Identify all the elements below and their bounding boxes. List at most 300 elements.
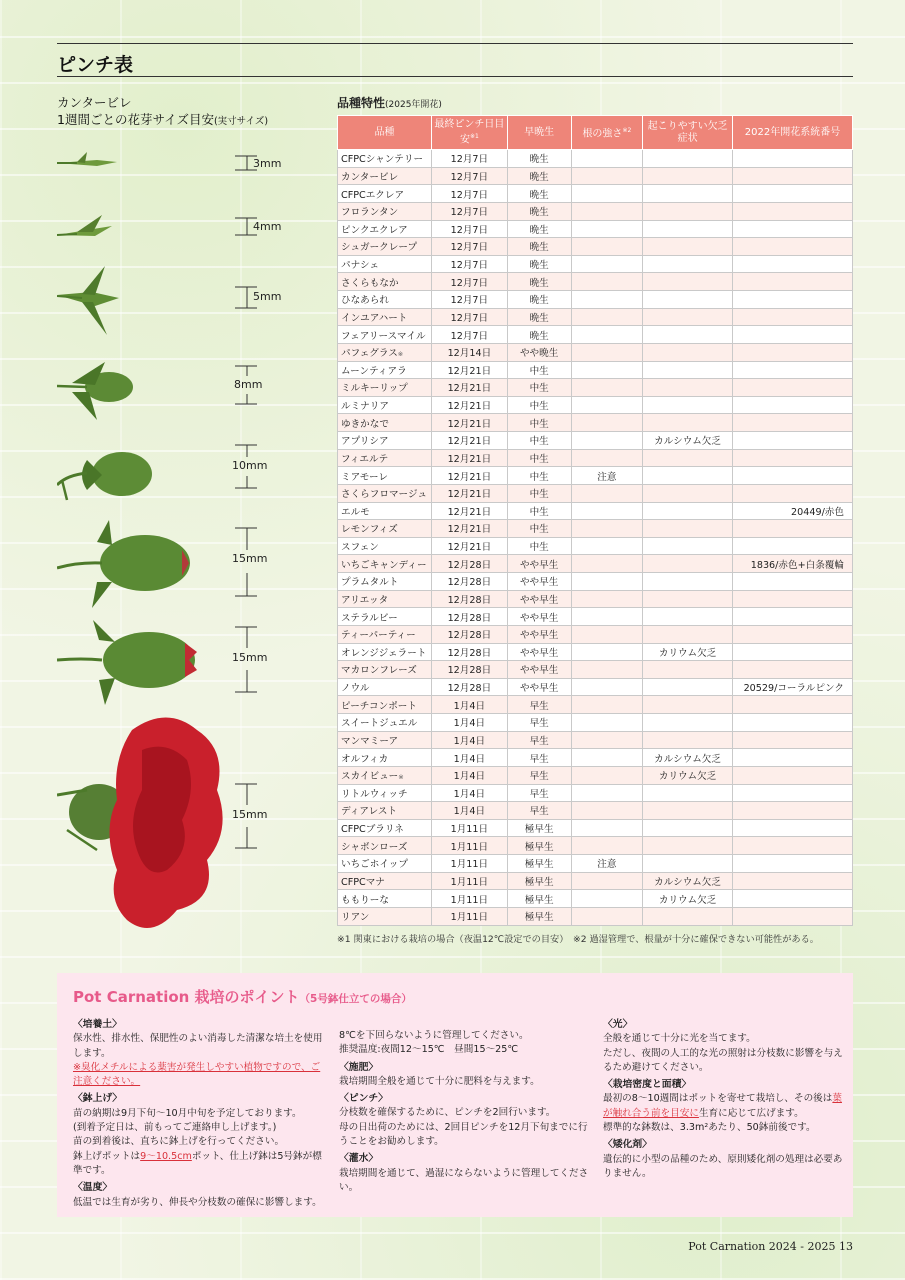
- line-code-cell: [733, 625, 853, 643]
- season-cell: [507, 855, 571, 873]
- pinch-date-cell: [431, 361, 507, 379]
- pinch-date-cell-text: 1月4日: [453, 788, 486, 800]
- variety-name-cell: [338, 555, 432, 573]
- table-row: [338, 379, 853, 397]
- pinch-date-cell: [431, 220, 507, 238]
- line-code-cell: [733, 449, 853, 467]
- deficiency-cell: [643, 255, 733, 273]
- root-strength-cell: [571, 502, 643, 520]
- size-guides: [235, 156, 257, 848]
- deficiency-cell-text: カルシウム欠乏: [654, 753, 721, 765]
- bud-size-label-6: 15mm: [232, 552, 268, 565]
- bud-size-title-text: 1週間ごとの花芽サイズ目安: [57, 112, 214, 127]
- pinch-date-cell-text: 12月28日: [447, 612, 492, 624]
- line-code-cell: [733, 326, 853, 344]
- variety-name-cell-text: フィエルテ: [341, 453, 389, 465]
- table-row: [338, 326, 853, 344]
- pinch-date-cell-text: 1月4日: [453, 735, 486, 747]
- pinch-date-cell-text: 12月21日: [447, 506, 492, 518]
- root-strength-cell: [571, 361, 643, 379]
- potting-text-1: 苗の納期は9月下旬～10月中旬を予定しております。: [73, 1107, 302, 1119]
- deficiency-cell: [643, 837, 733, 855]
- light-heading: 〈光〉: [603, 1019, 633, 1030]
- season-cell-text: 早生: [529, 806, 549, 818]
- table-row: [338, 167, 853, 185]
- variety-name-cell: [338, 238, 432, 256]
- col-header-root: [571, 116, 643, 150]
- pinch-date-cell: [431, 520, 507, 538]
- season-cell: [507, 291, 571, 309]
- potting-heading: 〈鉢上げ〉: [73, 1093, 123, 1105]
- points-column-2: [339, 1029, 589, 1195]
- line-code-cell-text: 20529/コーラルピンク: [743, 683, 844, 695]
- season-cell: [507, 766, 571, 784]
- variety-name-cell-text: ステラルビー: [341, 612, 398, 624]
- pinch-date-cell-text: 12月7日: [450, 295, 489, 307]
- pinch-date-cell: [431, 802, 507, 820]
- points-column-1: [73, 1015, 323, 1210]
- pinch-date-cell-text: 12月7日: [450, 224, 489, 236]
- cultivation-points-box: [57, 973, 853, 1217]
- season-cell-text: 晩生: [529, 154, 549, 166]
- table-row: [338, 907, 853, 925]
- root-strength-cell: [571, 238, 643, 256]
- pinch-date-cell-text: 12月7日: [450, 189, 489, 201]
- root-strength-cell-text: 注意: [597, 471, 617, 483]
- root-strength-cell: [571, 608, 643, 626]
- season-cell: [507, 837, 571, 855]
- pinch-date-cell-text: 12月28日: [447, 559, 492, 571]
- variety-name-cell-text: ももりーな: [341, 894, 389, 906]
- root-strength-cell: [571, 449, 643, 467]
- col-header-code: 2022年開花系統番号: [733, 116, 853, 150]
- pinch-date-cell-text: 12月21日: [447, 489, 492, 501]
- deficiency-cell: [643, 696, 733, 714]
- season-cell-text: 中生: [529, 436, 549, 448]
- density-text: [603, 1092, 843, 1121]
- variety-name-cell-text: CFPCシャンテリー: [341, 154, 424, 166]
- light-text-1: 全般を通じて十分に光を当てます。: [603, 1033, 756, 1045]
- variety-name-cell-text: いちごホイップ: [341, 859, 408, 871]
- pinch-date-cell: [431, 643, 507, 661]
- pinch-date-cell: [431, 907, 507, 925]
- line-code-cell: [733, 291, 853, 309]
- line-code-cell: [733, 643, 853, 661]
- season-cell: [507, 520, 571, 538]
- table-row: [338, 396, 853, 414]
- table-row: [338, 520, 853, 538]
- variety-name-cell: [338, 837, 432, 855]
- pinch-date-cell: [431, 449, 507, 467]
- pinch-date-cell-text: 12月21日: [447, 401, 492, 413]
- line-code-cell: [733, 837, 853, 855]
- season-cell: [507, 238, 571, 256]
- season-cell-text: 晩生: [529, 207, 549, 219]
- line-code-cell: [733, 502, 853, 520]
- pinch-date-cell-text: 12月21日: [447, 436, 492, 448]
- deficiency-cell: [643, 537, 733, 555]
- deficiency-cell: [643, 819, 733, 837]
- table-row: [338, 185, 853, 203]
- line-code-cell: [733, 890, 853, 908]
- variety-name-cell: [338, 643, 432, 661]
- pinch-date-cell-text: 12月14日: [447, 348, 492, 360]
- season-cell: [507, 150, 571, 168]
- col-header-pinch-date-text: 最終ピンチ日目安: [434, 118, 505, 146]
- deficiency-cell: [643, 731, 733, 749]
- pinch-date-cell: [431, 661, 507, 679]
- deficiency-cell: [643, 872, 733, 890]
- pinch-date-cell-text: 1月11日: [450, 912, 489, 924]
- bud-size-label-8: 15mm: [232, 808, 268, 821]
- table-row: [338, 625, 853, 643]
- deficiency-cell: [643, 855, 733, 873]
- deficiency-cell: [643, 432, 733, 450]
- season-cell: [507, 784, 571, 802]
- pinch-date-cell: [431, 502, 507, 520]
- potting-text-4a: 鉢上げポットは: [73, 1150, 141, 1162]
- pinch-heading: 〈ピンチ〉: [339, 1093, 388, 1105]
- bud-size-label-3: 5mm: [253, 290, 282, 303]
- line-code-cell: [733, 802, 853, 820]
- table-row: [338, 643, 853, 661]
- season-cell: [507, 890, 571, 908]
- pinch-date-cell-text: 12月21日: [447, 542, 492, 554]
- variety-name-cell: [338, 608, 432, 626]
- season-cell: [507, 167, 571, 185]
- bud-stage-3: [57, 266, 119, 335]
- deficiency-cell: [643, 573, 733, 591]
- deficiency-cell: [643, 291, 733, 309]
- table-row: [338, 255, 853, 273]
- pinch-date-cell: [431, 872, 507, 890]
- pinch-date-cell: [431, 855, 507, 873]
- variety-name-cell: [338, 890, 432, 908]
- pinch-date-cell-text: 12月21日: [447, 524, 492, 536]
- variety-name-cell-text: いちごキャンディー: [341, 559, 427, 571]
- pinch-date-cell: [431, 467, 507, 485]
- density-text-1: 最初の8～10週間はポットを寄せて栽培し、その後は: [603, 1093, 833, 1105]
- variety-name-cell: [338, 502, 432, 520]
- season-cell-text: 中生: [529, 365, 549, 377]
- table-row: [338, 273, 853, 291]
- bud-variety-name: カンタービレ: [57, 95, 132, 110]
- season-cell: [507, 661, 571, 679]
- line-code-cell: [733, 555, 853, 573]
- season-cell-text: 晩生: [529, 312, 549, 324]
- variety-name-cell-text: CFPCマナ: [341, 876, 385, 888]
- season-cell: [507, 502, 571, 520]
- pinch-date-cell-text: 12月7日: [450, 260, 489, 272]
- root-strength-cell: [571, 855, 643, 873]
- season-cell-text: 極早生: [524, 841, 554, 853]
- table-row: [338, 696, 853, 714]
- variety-name-cell: [338, 731, 432, 749]
- season-cell-text: 中生: [529, 542, 549, 554]
- variety-name-cell-text: ピーチコンポート: [341, 700, 417, 712]
- line-code-cell: [733, 343, 853, 361]
- temperature-heading: 〈温度〉: [73, 1182, 113, 1194]
- variety-name-cell-text: ムーンティアラ: [341, 365, 407, 377]
- deficiency-cell: [643, 273, 733, 291]
- season-cell-text: 極早生: [524, 894, 554, 906]
- variety-name-cell-text: ルミナリア: [341, 401, 389, 413]
- variety-name-cell: [338, 678, 432, 696]
- table-row: [338, 819, 853, 837]
- variety-traits-table: [337, 115, 853, 926]
- season-cell: [507, 467, 571, 485]
- table-row: [338, 150, 853, 168]
- variety-name-cell-text: さくらフロマージュ: [341, 489, 427, 501]
- variety-name-cell-text: マンマミーア: [341, 735, 399, 747]
- variety-name-cell-text: エルモ: [341, 506, 370, 518]
- table-row: [338, 784, 853, 802]
- variety-name-cell: [338, 784, 432, 802]
- season-cell: [507, 643, 571, 661]
- density-highlight: 葉が触れ合う前を目安に: [603, 1093, 842, 1119]
- pinch-date-cell-text: 12月7日: [450, 277, 489, 289]
- season-cell-text: やや早生: [519, 683, 559, 695]
- table-row: [338, 678, 853, 696]
- table-row: [338, 608, 853, 626]
- deficiency-cell: [643, 890, 733, 908]
- root-strength-cell: [571, 714, 643, 732]
- pinch-date-cell: [431, 167, 507, 185]
- variety-name-cell-text: ピンクエクレア: [341, 224, 408, 236]
- line-code-cell: [733, 167, 853, 185]
- deficiency-cell: [643, 467, 733, 485]
- pinch-date-cell: [431, 696, 507, 714]
- line-code-cell: [733, 396, 853, 414]
- season-cell: [507, 537, 571, 555]
- variety-name-cell-text: スイートジュエル: [341, 718, 418, 730]
- variety-name-cell: [338, 414, 432, 432]
- line-code-cell: [733, 379, 853, 397]
- table-row: [338, 449, 853, 467]
- pinch-date-cell-text: 12月7日: [450, 330, 489, 342]
- variety-name-cell-text: オレンジジェラート: [341, 647, 427, 659]
- root-strength-cell: [571, 678, 643, 696]
- line-code-cell: [733, 238, 853, 256]
- bud-stage-8-flower: [57, 718, 223, 929]
- line-code-cell: [733, 766, 853, 784]
- variety-name-cell: [338, 714, 432, 732]
- deficiency-cell: [643, 661, 733, 679]
- pinch-date-cell-text: 1月4日: [453, 806, 486, 818]
- density-text-4: 標準的な鉢数は、3.3m²あたり、50鉢前後です。: [603, 1122, 816, 1134]
- deficiency-cell-text: カリウム欠乏: [658, 894, 717, 906]
- traits-heading: [337, 94, 442, 111]
- season-cell-text: 中生: [529, 489, 549, 501]
- line-code-cell: [733, 484, 853, 502]
- pinch-date-cell: [431, 291, 507, 309]
- season-cell-text: 早生: [529, 788, 549, 800]
- table-row: [338, 749, 853, 767]
- root-strength-cell: [571, 326, 643, 344]
- root-strength-cell: [571, 291, 643, 309]
- season-cell-text: 早生: [529, 771, 549, 783]
- line-code-cell: [733, 255, 853, 273]
- root-strength-cell: [571, 167, 643, 185]
- line-code-cell: [733, 202, 853, 220]
- bud-size-label-1: 3mm: [253, 157, 282, 170]
- deficiency-cell-text: カリウム欠乏: [658, 771, 717, 783]
- root-strength-cell: [571, 802, 643, 820]
- variety-name-cell-text: ティーパーティー: [341, 630, 416, 642]
- line-code-cell: [733, 432, 853, 450]
- line-code-cell: [733, 467, 853, 485]
- season-cell: [507, 625, 571, 643]
- deficiency-cell: [643, 802, 733, 820]
- pinch-date-cell: [431, 608, 507, 626]
- root-strength-cell: [571, 696, 643, 714]
- variety-name-cell: [338, 696, 432, 714]
- density-heading: 〈栽培密度と面積〉: [603, 1079, 692, 1091]
- pinch-date-cell-text: 12月21日: [447, 418, 492, 430]
- root-strength-cell: [571, 731, 643, 749]
- season-cell-text: 晩生: [529, 330, 549, 342]
- line-code-cell: [733, 361, 853, 379]
- line-code-cell: [733, 872, 853, 890]
- season-cell-text: 中生: [529, 471, 549, 483]
- line-code-cell: [733, 696, 853, 714]
- variety-name-cell-text: リトルウィッチ: [341, 788, 408, 800]
- pinch-date-cell-text: 12月28日: [447, 683, 492, 695]
- season-cell: [507, 379, 571, 397]
- variety-mark: ※: [398, 773, 404, 782]
- light-text-2: ただし、夜間の人工的な光の照射は分枝数に影響を与えるため避けてください。: [603, 1047, 843, 1073]
- line-code-cell: [733, 573, 853, 591]
- root-strength-cell: [571, 432, 643, 450]
- variety-name-cell-text: ゆきかなで: [341, 418, 389, 430]
- root-strength-cell: [571, 379, 643, 397]
- variety-name-cell-text: スカイビュー: [341, 771, 399, 783]
- bud-size-illustration: [57, 130, 287, 950]
- variety-name-cell-text: CFPCブラリネ: [341, 824, 404, 836]
- variety-name-cell: [338, 749, 432, 767]
- season-cell: [507, 484, 571, 502]
- root-strength-cell-text: 注意: [597, 859, 617, 871]
- line-code-cell: [733, 185, 853, 203]
- deficiency-cell: [643, 784, 733, 802]
- season-cell-text: 晩生: [529, 224, 549, 236]
- season-cell-text: やや早生: [519, 594, 559, 606]
- root-strength-cell: [571, 819, 643, 837]
- table-row: [338, 484, 853, 502]
- bud-stage-6: [57, 520, 190, 608]
- col-header-variety: 品種: [338, 116, 432, 150]
- deficiency-cell: [643, 502, 733, 520]
- pinch-date-cell: [431, 749, 507, 767]
- season-cell-text: 極早生: [524, 859, 554, 871]
- table-row: [338, 731, 853, 749]
- season-cell: [507, 608, 571, 626]
- bud-size-label-2: 4mm: [253, 220, 282, 233]
- variety-mark: ※: [397, 350, 404, 359]
- root-strength-cell: [571, 766, 643, 784]
- pinch-date-cell: [431, 714, 507, 732]
- season-cell: [507, 185, 571, 203]
- deficiency-cell: [643, 361, 733, 379]
- variety-name-cell: [338, 432, 432, 450]
- table-row: [338, 890, 853, 908]
- pinch-date-cell: [431, 238, 507, 256]
- variety-name-cell: [338, 379, 432, 397]
- soil-heading: 〈培養土〉: [73, 1019, 122, 1030]
- pinch-date-cell-text: 12月21日: [447, 471, 492, 483]
- table-row: [338, 291, 853, 309]
- variety-name-cell: [338, 220, 432, 238]
- deficiency-cell-text: カルシウム欠乏: [654, 436, 721, 448]
- season-cell: [507, 273, 571, 291]
- season-cell-text: 晩生: [529, 260, 549, 272]
- table-row: [338, 837, 853, 855]
- deficiency-cell: [643, 520, 733, 538]
- table-row: [338, 202, 853, 220]
- variety-name-cell-text: シュガークレープ: [341, 242, 418, 254]
- variety-name-cell: [338, 343, 432, 361]
- deficiency-cell: [643, 326, 733, 344]
- deficiency-cell: [643, 714, 733, 732]
- pinch-date-cell: [431, 484, 507, 502]
- variety-name-cell-text: フロランタン: [341, 207, 399, 219]
- season-cell: [507, 573, 571, 591]
- potting-size-highlight: 9～10.5cm: [140, 1150, 192, 1162]
- season-cell-text: 極早生: [524, 912, 554, 924]
- line-code-cell: [733, 590, 853, 608]
- variety-name-cell-text: ミルキーリップ: [341, 383, 408, 395]
- pinch-date-cell: [431, 837, 507, 855]
- season-cell: [507, 361, 571, 379]
- root-strength-cell: [571, 872, 643, 890]
- line-code-cell: [733, 308, 853, 326]
- root-strength-cell: [571, 890, 643, 908]
- table-row: [338, 573, 853, 591]
- col-header-pinch-date: [431, 116, 507, 150]
- variety-name-cell-text: プラムタルト: [341, 577, 399, 589]
- variety-name-cell: [338, 573, 432, 591]
- pinch-date-cell: [431, 784, 507, 802]
- bud-stage-1: [57, 152, 117, 166]
- root-strength-cell: [571, 837, 643, 855]
- pinch-date-cell-text: 12月28日: [447, 665, 492, 677]
- season-cell: [507, 343, 571, 361]
- table-row: [338, 308, 853, 326]
- deficiency-cell: [643, 396, 733, 414]
- pinch-date-cell-text: 12月28日: [447, 647, 492, 659]
- variety-name-cell-text: さくらもなか: [341, 277, 399, 289]
- pinch-date-cell-text: 1月11日: [450, 824, 489, 836]
- variety-name-cell: [338, 396, 432, 414]
- season-cell: [507, 396, 571, 414]
- root-strength-cell: [571, 255, 643, 273]
- season-cell: [507, 749, 571, 767]
- line-code-cell: [733, 678, 853, 696]
- season-cell: [507, 696, 571, 714]
- season-cell: [507, 731, 571, 749]
- season-cell: [507, 202, 571, 220]
- points-column-3: [603, 1015, 843, 1181]
- soil-warning: ※臭化メチルによる薬害が発生しやすい植物ですので、ご注意ください。: [73, 1061, 321, 1088]
- line-code-cell: [733, 661, 853, 679]
- fertilizer-heading: 〈施肥〉: [339, 1061, 379, 1073]
- season-cell-text: 早生: [529, 735, 549, 747]
- pinch-date-cell-text: 1月11日: [450, 859, 489, 871]
- bud-stage-7: [57, 620, 197, 705]
- deficiency-cell: [643, 379, 733, 397]
- season-cell-text: 中生: [529, 453, 549, 465]
- season-cell-text: 晩生: [529, 277, 549, 289]
